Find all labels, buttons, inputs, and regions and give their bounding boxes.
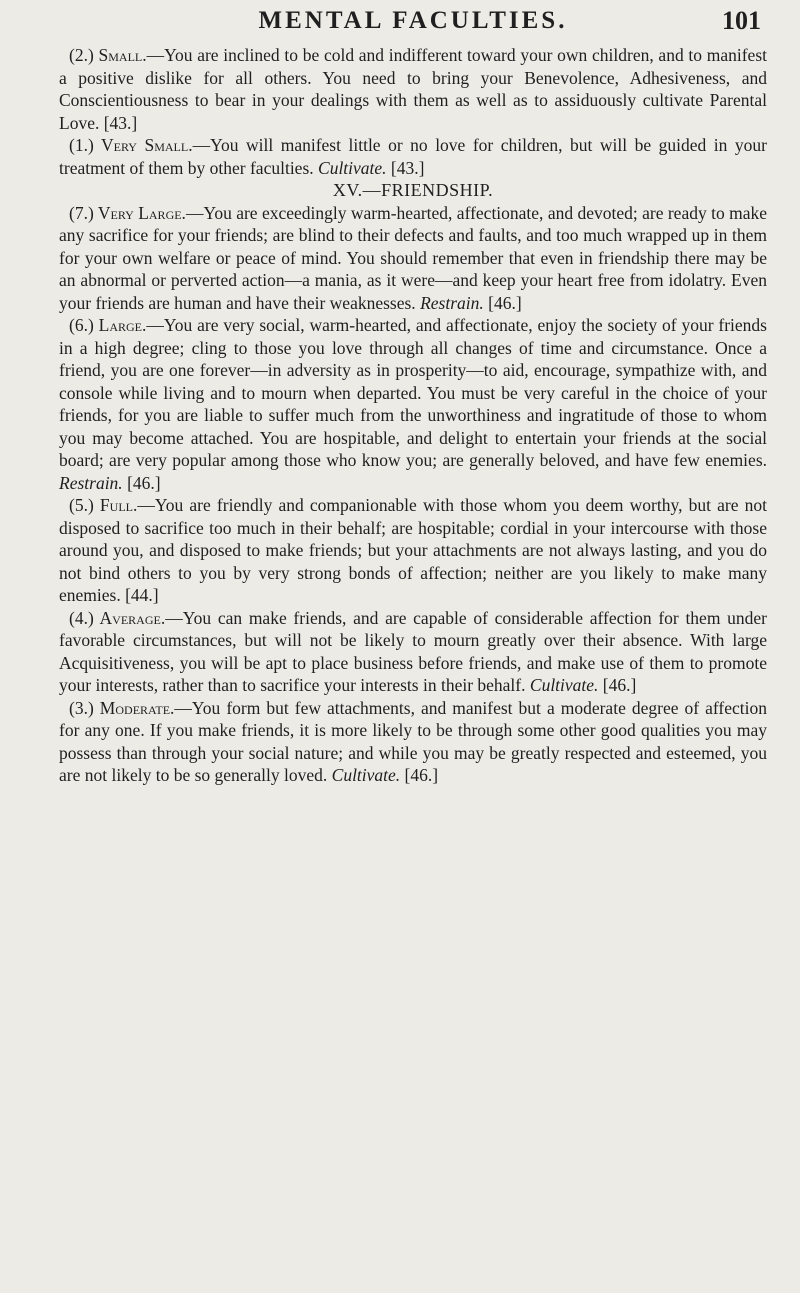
- entry-reference: [46.]: [488, 292, 522, 313]
- entry-text: —You can make friends, and are capable of considerable affection for them under favorable circumstances, but will not be likely to mourn greatly over their absence. With large Acquisitiveness, you will be apt to place business before friends, and make use of them to promote your interests, rather than to sacrifice your interests in their behalf.: [59, 607, 768, 695]
- running-head: [59, 0, 767, 44]
- entry-grade: (1.) Very Small.: [69, 135, 193, 155]
- entry-friendship-average: [59, 607, 767, 697]
- entry-reference: [46.]: [127, 472, 161, 493]
- entry-grade: (6.) Large.: [69, 315, 147, 335]
- entry-reference: [46.]: [404, 765, 439, 785]
- entry-grade: (3.) Moderate.: [69, 697, 175, 718]
- entry-grade: (5.) Full.: [69, 495, 138, 515]
- section-heading-friendship: XV.—FRIENDSHIP.: [332, 180, 494, 200]
- entry-advice: Cultivate.: [529, 675, 599, 695]
- entry-text: —You are inclined to be cold and indifferent toward your own children, and to manifest a positive dislike for all others. You need to bring your Benevolence, Adhesiveness, and Conscientiousness to bear in your dealings with them as well as to assiduously cultivate Parental Love.: [59, 45, 768, 133]
- entry-text: —You form but few attachments, and manifest but a moderate degree of affection for any one. If you make friends, it is more likely to be through some other good qualities you may possess than through your social nature; and while you may be greatly respected and esteemed, you are not likely to be so generally loved.: [59, 697, 767, 785]
- entry-advice: Restrain.: [59, 472, 123, 493]
- entry-reference: [43.]: [390, 157, 425, 178]
- entry-reference: [44.]: [125, 585, 159, 605]
- entry-parental-love-very-small: [59, 134, 767, 179]
- entry-friendship-full: [59, 494, 767, 607]
- entry-advice: Cultivate.: [331, 765, 401, 785]
- entry-text: —You are very social, warm-hearted, and affectionate, enjoy the society of your friends in a high degree; cling to those you love through all changes of time and circumstance. Once a friend, you are one forever—in adversity as in prosperity—to aid, encourage, sympathize with, and console while living and to mourn when departed. You must be very careful in the choice of your friends, for you are liable to suffer much from the unworthiness and ingratitude of those to whom you may become attached. You are hospitable, and delight to entertain your friends at the social board; are very popular among those who know you; are generally beloved, and have few enemies.: [59, 315, 767, 470]
- entry-text: —You are exceedingly warm-hearted, affectionate, and devoted; are ready to make any sacrifice for your friends; are blind to their defects and faults, and too much wrapped up in them for your own welfare or peace of mind. You should remember that even in friendship there may be an abnormal or perverted action—a mania, as it were—and keep your heart free from idolatry. Even your friends are human and have their weaknesses.: [59, 202, 767, 313]
- running-title: MENTAL FACULTIES.: [258, 7, 568, 34]
- entry-reference: [46.]: [602, 675, 637, 695]
- entry-grade: (4.) Average.: [69, 607, 166, 628]
- entry-parental-love-small: [59, 44, 767, 134]
- entry-reference: [43.]: [103, 112, 138, 133]
- entry-text: —You are friendly and companionable with those whom you deem worthy, but are not disposed to sacrifice too much in their behalf; are hospitable; cordial in your intercourse with those around you, and disposed to make friends; but your attachments are not always lasting, and you do not bind others to you by very strong bonds of affection; neither are you likely to make many enemies.: [59, 495, 768, 605]
- entry-text: —You will manifest little or no love for children, but will be guided in your treatment of them by other faculties.: [59, 135, 767, 178]
- entry-advice: Cultivate.: [318, 157, 387, 178]
- entry-advice: Restrain.: [420, 292, 484, 313]
- page-number: 101: [722, 6, 761, 35]
- entry-friendship-moderate: [59, 697, 767, 787]
- entry-friendship-very-large: [59, 202, 767, 315]
- entry-friendship-large: [59, 314, 767, 494]
- entry-grade: (2.) Small.: [69, 45, 147, 65]
- entry-grade: (7.) Very Large.: [69, 202, 186, 223]
